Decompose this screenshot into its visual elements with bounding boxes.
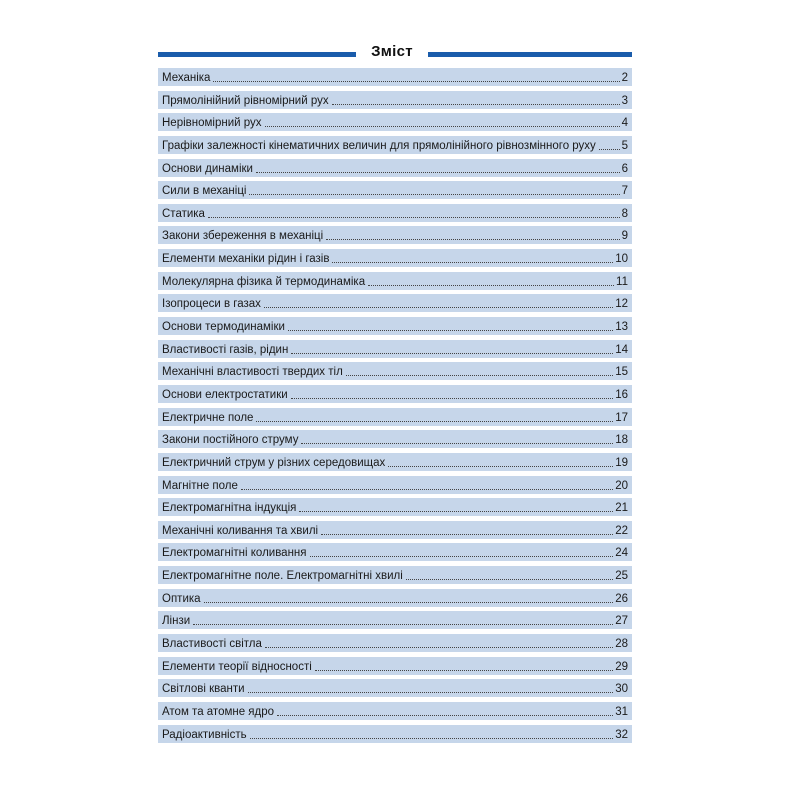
- toc-page-number: 6: [621, 162, 628, 175]
- toc-entry-title: Атом та атомне ядро: [162, 705, 275, 718]
- toc-dot-leader: [288, 330, 613, 331]
- toc-entry-title: Ізопроцеси в газах: [162, 298, 261, 311]
- toc-entry-title: Основи електростатики: [162, 388, 288, 401]
- toc-row[interactable]: [158, 657, 632, 675]
- toc-entry-title: Оптика: [162, 592, 201, 605]
- toc-dot-leader: [326, 239, 619, 240]
- toc-dot-leader: [213, 81, 619, 82]
- toc-page-number: 20: [615, 479, 628, 492]
- toc-entry-title: Радіоактивність: [162, 728, 247, 741]
- toc-row[interactable]: [158, 294, 632, 312]
- toc-row[interactable]: [158, 634, 632, 652]
- toc-page-number: 24: [615, 547, 628, 560]
- toc-page-number: 5: [621, 139, 628, 152]
- toc-page-number: 16: [615, 388, 628, 401]
- toc-row[interactable]: [158, 272, 632, 290]
- contents-heading: Зміст: [371, 43, 413, 60]
- toc-page-number: 19: [615, 456, 628, 469]
- toc-row[interactable]: [158, 362, 632, 380]
- toc-page-number: 31: [615, 705, 628, 718]
- toc-entry-title: Властивості газів, рідин: [162, 343, 289, 356]
- toc-page-number: 28: [615, 638, 628, 651]
- toc-page-number: 10: [615, 253, 628, 266]
- toc-dot-leader: [291, 353, 613, 354]
- toc-row[interactable]: [158, 702, 632, 720]
- toc-page-number: 14: [615, 343, 628, 356]
- toc-dot-leader: [250, 738, 614, 739]
- toc-dot-leader: [193, 624, 613, 625]
- toc-row[interactable]: [158, 589, 632, 607]
- toc-entry-title: Елементи теорії відносності: [162, 660, 312, 673]
- toc-entry-title: Електричний струм у різних середовищах: [162, 456, 386, 469]
- toc-row[interactable]: [158, 181, 632, 199]
- toc-page-number: 7: [621, 185, 628, 198]
- toc-page-number: 15: [615, 366, 628, 379]
- table-of-contents: [158, 68, 632, 747]
- toc-entry-title: Елементи механіки рідин і газів: [162, 253, 330, 266]
- toc-dot-leader: [346, 375, 613, 376]
- toc-dot-leader: [277, 715, 613, 716]
- toc-dot-leader: [264, 307, 613, 308]
- toc-dot-leader: [388, 466, 613, 467]
- toc-entry-title: Графіки залежності кінематичних величин для прямолінійного рівнозмінного руху: [162, 139, 596, 152]
- toc-entry-title: Основи динаміки: [162, 162, 253, 175]
- toc-page-number: 11: [616, 275, 628, 288]
- toc-page-number: 12: [615, 298, 628, 311]
- toc-row[interactable]: [158, 340, 632, 358]
- toc-entry-title: Механічні властивості твердих тіл: [162, 366, 343, 379]
- toc-page-number: 21: [615, 502, 628, 515]
- toc-row[interactable]: [158, 226, 632, 244]
- toc-dot-leader: [208, 217, 620, 218]
- toc-page-number: 2: [621, 72, 628, 84]
- toc-dot-leader: [249, 194, 619, 195]
- toc-dot-leader: [291, 398, 614, 399]
- toc-page-number: 3: [621, 94, 628, 107]
- toc-dot-leader: [406, 579, 613, 580]
- toc-entry-title: Електромагнітні коливання: [162, 547, 307, 560]
- toc-entry-title: Основи термодинаміки: [162, 321, 285, 334]
- toc-entry-title: Механічні коливання та хвилі: [162, 524, 319, 537]
- toc-dot-leader: [256, 172, 620, 173]
- toc-row[interactable]: [158, 204, 632, 222]
- toc-dot-leader: [315, 670, 613, 671]
- toc-dot-leader: [265, 647, 613, 648]
- toc-entry-title: Закони збереження в механіці: [162, 230, 324, 243]
- toc-row[interactable]: [158, 408, 632, 426]
- toc-row[interactable]: [158, 113, 632, 131]
- toc-entry-title: Молекулярна фізика й термодинаміка: [162, 275, 366, 288]
- toc-row[interactable]: [158, 68, 632, 86]
- toc-entry-title: Статика: [162, 207, 205, 220]
- toc-dot-leader: [248, 692, 614, 693]
- toc-entry-title: Закони постійного струму: [162, 434, 299, 447]
- toc-row[interactable]: [158, 136, 632, 154]
- toc-page-number: 26: [615, 592, 628, 605]
- toc-row[interactable]: [158, 725, 632, 743]
- toc-entry-title: Електромагнітна індукція: [162, 502, 297, 515]
- toc-page-number: 18: [615, 434, 628, 447]
- toc-dot-leader: [599, 149, 620, 150]
- toc-entry-title: Механіка: [162, 72, 211, 84]
- toc-entry-title: Світлові кванти: [162, 683, 245, 696]
- contents-header: [158, 41, 632, 63]
- toc-page-number: 27: [615, 615, 628, 628]
- toc-page-number: 17: [615, 411, 628, 424]
- toc-page-number: 22: [615, 524, 628, 537]
- toc-row[interactable]: [158, 453, 632, 471]
- toc-entry-title: Магнітне поле: [162, 479, 238, 492]
- toc-page-number: 4: [621, 117, 628, 130]
- toc-dot-leader: [265, 126, 620, 127]
- toc-page-number: 25: [615, 570, 628, 583]
- toc-row[interactable]: [158, 385, 632, 403]
- header-rule-left: [158, 52, 356, 57]
- toc-entry-title: Сили в механіці: [162, 185, 247, 198]
- toc-dot-leader: [310, 556, 614, 557]
- toc-row[interactable]: [158, 566, 632, 584]
- toc-page-number: 9: [621, 230, 628, 243]
- toc-row[interactable]: [158, 430, 632, 448]
- toc-page-number: 32: [615, 728, 628, 741]
- toc-row[interactable]: [158, 249, 632, 267]
- toc-dot-leader: [301, 443, 613, 444]
- toc-row[interactable]: [158, 543, 632, 561]
- toc-page-number: 8: [621, 207, 628, 220]
- toc-row[interactable]: [158, 91, 632, 109]
- toc-row[interactable]: [158, 476, 632, 494]
- toc-entry-title: Електричне поле: [162, 411, 254, 424]
- toc-dot-leader: [299, 511, 613, 512]
- toc-dot-leader: [241, 489, 613, 490]
- toc-entry-title: Нерівномірний рух: [162, 117, 262, 130]
- toc-entry-title: Властивості світла: [162, 638, 262, 651]
- toc-row[interactable]: [158, 679, 632, 697]
- toc-page-number: 29: [615, 660, 628, 673]
- toc-row[interactable]: [158, 611, 632, 629]
- toc-row[interactable]: [158, 498, 632, 516]
- toc-page-number: 30: [615, 683, 628, 696]
- toc-dot-leader: [321, 534, 613, 535]
- toc-row[interactable]: [158, 159, 632, 177]
- toc-page-number: 13: [615, 321, 628, 334]
- toc-dot-leader: [332, 104, 620, 105]
- toc-dot-leader: [332, 262, 613, 263]
- toc-row[interactable]: [158, 317, 632, 335]
- toc-dot-leader: [368, 285, 614, 286]
- toc-row[interactable]: [158, 521, 632, 539]
- toc-dot-leader: [256, 421, 613, 422]
- toc-entry-title: Прямолінійний рівномірний рух: [162, 94, 329, 107]
- toc-entry-title: Лінзи: [162, 615, 191, 628]
- toc-entry-title: Електромагнітне поле. Електромагнітні хвилі: [162, 570, 403, 583]
- toc-dot-leader: [204, 602, 614, 603]
- header-rule-right: [428, 52, 632, 57]
